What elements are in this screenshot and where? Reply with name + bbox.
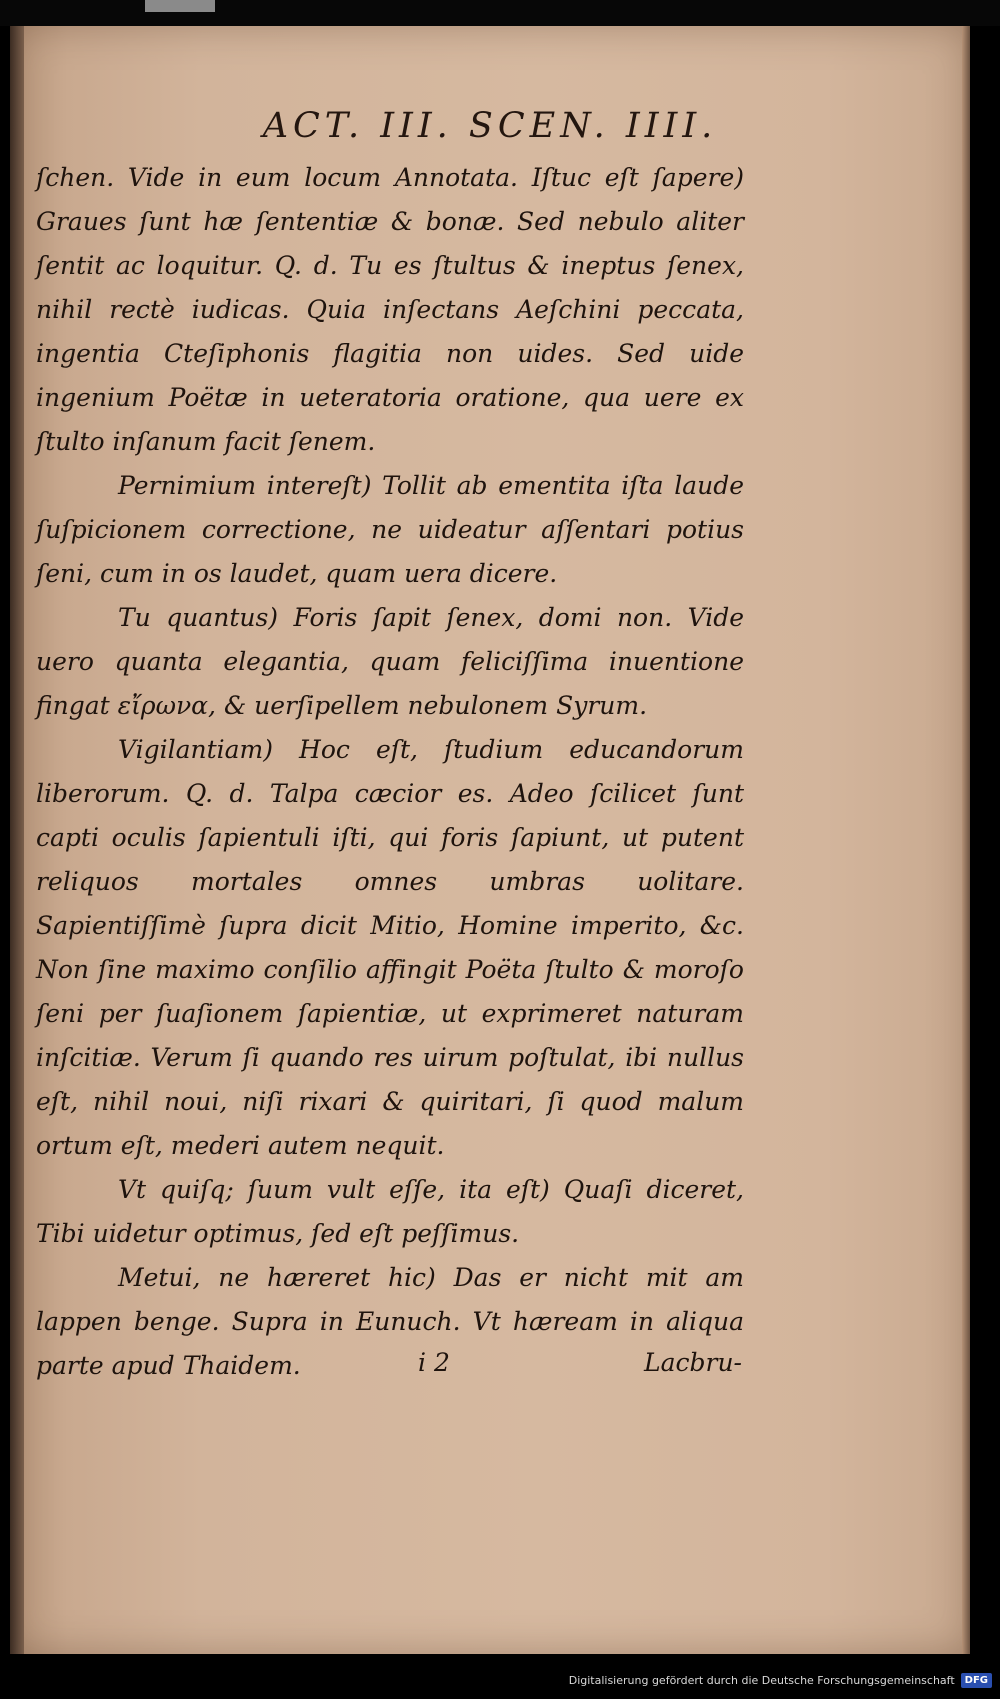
page-footer [10,1348,742,1388]
running-header: ACT. III. SCEN. IIII. [262,106,718,146]
commentary-text [36,156,744,1388]
paragraph: Tu quantus) Foris ſapit ſenex, domi non. Vide uero quanta elegantia, quam feliciſſima inuentione fingat εἴρωνα, & uerſipellem nebulonem Syrum. [36,603,744,720]
paragraph: Metui, ne hæreret hic) Das er nicht mit am lappen benge. Supra in Eunuch. Vt hæream in aliqua parte apud Thaidem. [36,1263,744,1380]
paragraph: Vigilantiam) Hoc eſt, ſtudium educandorum liberorum. Q. d. Talpa cæcior es. Adeo ſcilicet ſunt capti oculis ſapientuli iſti, qui foris ſapiunt, ut putent reliquos mortales omnes umbras uolitare. Sapientiſſimè ſupra dicit Mitio, Homine imperito, &c. Non ſine maximo conſilio affingit Poëta ſtulto & moroſo ſeni per ſuaſionem ſapientiæ, ut exprimeret naturam inſcitiæ. Verum ſi quando res uirum poſtulat, ibi nullus eſt, nihil noui, niſi rixari & quiritari, ſi quod malum ortum eſt, mederi autem nequit. [36,735,744,1160]
page-right-edge [962,26,970,1654]
dfg-logo: DFG [961,1673,992,1688]
credit-text: Digitalisierung gefördert durch die Deutsche Forschungsgemeinschaft [568,1673,955,1687]
scan-gray-tab [145,0,215,12]
scan-top-strip [0,0,1000,26]
paragraph: Vt quiſq; ſuum vult eſſe, ita eſt) Quaſi diceret, Tibi uidetur optimus, ſed eſt peſſimus. [36,1175,744,1248]
signature-mark: i 2 [418,1348,450,1377]
paragraph: Pernimium intereſt) Tollit ab ementita iſta laude ſuſpicionem correctione, ne uideatur aſſentari potius ſeni, cum in os laudet, quam uera dicere. [36,471,744,588]
catchword: Lacbru- [643,1348,742,1377]
digitization-credit [569,1667,992,1693]
book-page [10,26,970,1654]
page-gutter-shadow [10,26,24,1654]
paragraph: ſchen. Vide in eum locum Annotata. Iſtuc eſt ſapere) Graues ſunt hæ ſententiæ & bonæ. Sed nebulo aliter ſentit ac loquitur. Q. d. Tu es ſtultus & ineptus ſenex, nihil rectè iudicas. Quia inſectans Aeſchini peccata, ingentia Cteſiphonis flagitia non uides. Sed uide ingenium Poëtæ in ueteratoria oratione, qua uere ex ſtulto inſanum facit ſenem. [36,163,744,456]
